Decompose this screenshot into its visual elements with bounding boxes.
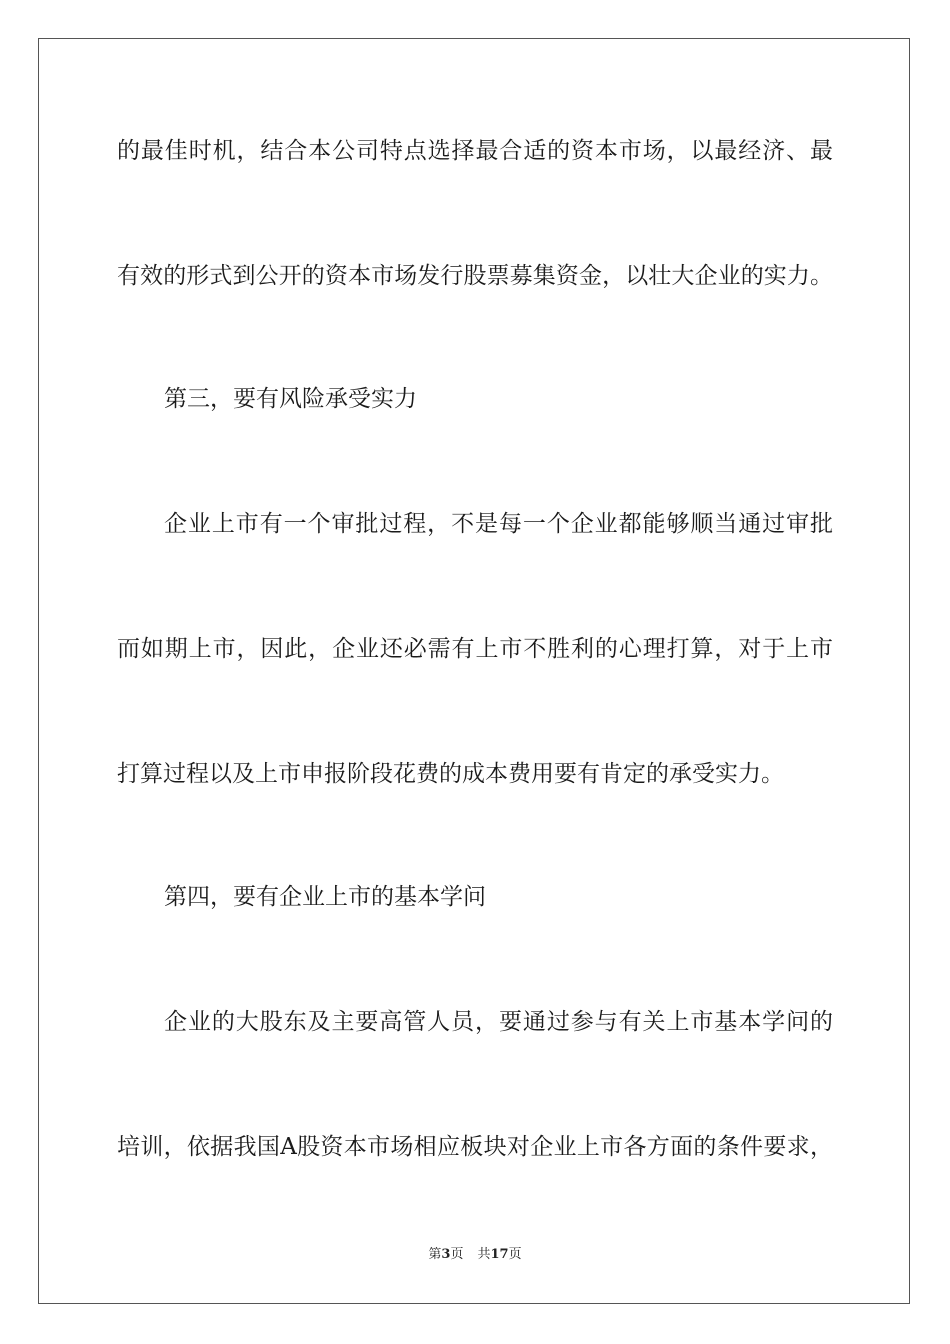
body-line-9: 培训，依据我国A股资本市场相应板块对企业上市各方面的条件要求， xyxy=(117,1134,833,1160)
section-heading-4: 第四，要有企业上市的基本学问 xyxy=(164,884,486,910)
footer-page-number: 3 xyxy=(441,1247,451,1262)
body-line-5: 而如期上市，因此，企业还必需有上市不胜利的心理打算，对于上市 xyxy=(117,636,833,662)
body-line-6: 打算过程以及上市申报阶段花费的成本费用要有肯定的承受实力。 xyxy=(117,761,784,787)
footer-total-prefix: 共 xyxy=(477,1247,491,1262)
body-line-4: 企业上市有一个审批过程，不是每一个企业都能够顺当通过审批 xyxy=(164,511,833,537)
section-heading-3: 第三，要有风险承受实力 xyxy=(164,386,417,412)
body-line-1: 的最佳时机，结合本公司特点选择最合适的资本市场，以最经济、最 xyxy=(117,138,833,164)
page-footer xyxy=(0,1246,950,1264)
footer-page-prefix: 第 xyxy=(428,1247,442,1262)
body-line-8: 企业的大股东及主要高管人员，要通过参与有关上市基本学问的 xyxy=(164,1009,833,1035)
footer-total-suffix: 页 xyxy=(508,1247,522,1262)
footer-page-suffix: 页 xyxy=(450,1247,464,1262)
footer-total-pages: 17 xyxy=(490,1247,509,1262)
body-line-2: 有效的形式到公开的资本市场发行股票募集资金，以壮大企业的实力。 xyxy=(117,263,833,289)
page-border xyxy=(38,38,910,1304)
